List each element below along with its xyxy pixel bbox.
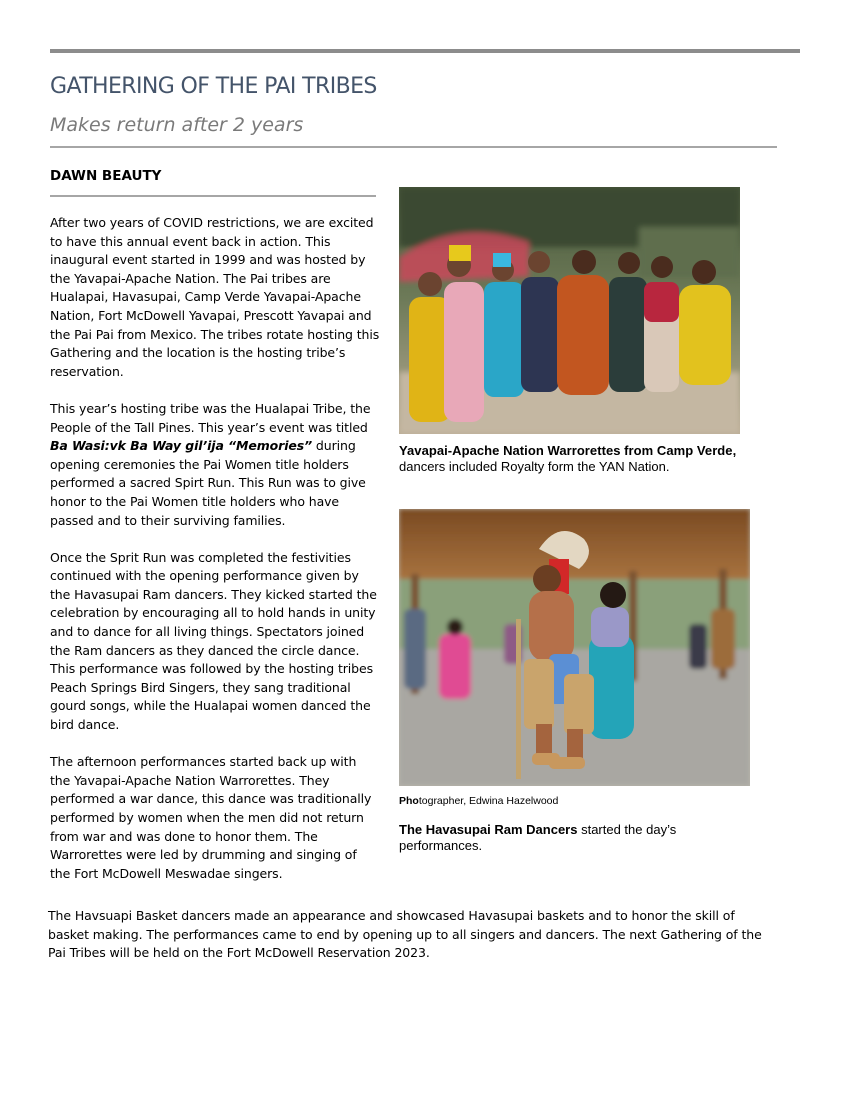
byline-rule bbox=[50, 195, 376, 197]
photo-1-caption bbox=[399, 443, 779, 475]
event-title: Ba Wasi:vk Ba Way gil’ija “Memories” bbox=[50, 438, 313, 454]
article-title: GATHERING OF THE PAI TRIBES bbox=[50, 74, 377, 99]
paragraph-5: The Havsuapi Basket dancers made an appearance and showcased Havasupai baskets and to honor the skill of basket making. The performances came to end by opening up to all singers and dancers. The next Gathering of the Pai Tribes will be held on the Fort McDowell Reservation 2023. bbox=[48, 908, 762, 961]
paragraph-2-start: This year’s hosting tribe was the Hualapai Tribe, the People of the Tall Pines. This year’s event was titled bbox=[50, 400, 371, 435]
photo-credit-bold: Pho bbox=[399, 795, 419, 807]
paragraph-2-end: during opening ceremonies the Pai Women title holders performed a sacred Spirt Run. This Run was to give honor to the Pai Women title holders who have passed and to their surviving families. bbox=[50, 438, 366, 528]
top-rule bbox=[50, 49, 800, 53]
article-body bbox=[50, 214, 380, 902]
ram-dancers-photo bbox=[399, 509, 750, 786]
photo-2-caption bbox=[399, 822, 729, 854]
article-subtitle: Makes return after 2 years bbox=[50, 114, 304, 136]
author-byline: DAWN BEAUTY bbox=[50, 168, 162, 184]
photo-1-caption-text: dancers included Royalty form the YAN Nation. bbox=[399, 459, 670, 474]
paragraph-4: The afternoon performances started back up with the Yavapai-Apache Nation Warrorettes. They performed a war dance, this dance was traditionally performed by women when the men did not return from war and was done to honor them. The Warrorettes were led by drumming and singing of the Fort McDowell Meswadae singers. bbox=[50, 754, 372, 881]
paragraph-3: Once the Sprit Run was completed the festivities continued with the opening performance given by the Havasupai Ram dancers. They kicked started the celebration by encouraging all to hold hands in unity and to dance for all living things. Spectators joined the Ram dancers as they danced the circle dance. This performance was followed by the hosting tribes Peach Springs Bird Singers, they sang traditional gourd songs, while the Hualapai women danced the bird dance. bbox=[50, 549, 377, 733]
paragraph-1: After two years of COVID restrictions, we are excited to have this annual event back in action. This inaugural event started in 1999 and was hosted by the Yavapai-Apache Nation. The Pai tribes are Hualapai, Havasupai, Camp Verde Yavapai-Apache Nation, Fort McDowell Yavapai, Prescott Yavapai and the Pai Pai from Mexico. The tribes rotate hosting this Gathering and the location is the hosting tribe’s reservation. bbox=[50, 215, 380, 379]
subtitle-rule bbox=[50, 146, 777, 148]
photo-credit bbox=[399, 795, 558, 807]
photo-2-caption-bold: The Havasupai Ram Dancers bbox=[399, 822, 578, 837]
warrorettes-photo bbox=[399, 187, 740, 434]
photo-1-caption-bold: Yavapai-Apache Nation Warrorettes from Camp Verde, bbox=[399, 443, 737, 458]
photo-credit-text: tographer, Edwina Hazelwood bbox=[418, 795, 559, 807]
paragraph-2 bbox=[50, 400, 380, 530]
photo-2-caption-text: started the day’s performances. bbox=[399, 822, 677, 853]
